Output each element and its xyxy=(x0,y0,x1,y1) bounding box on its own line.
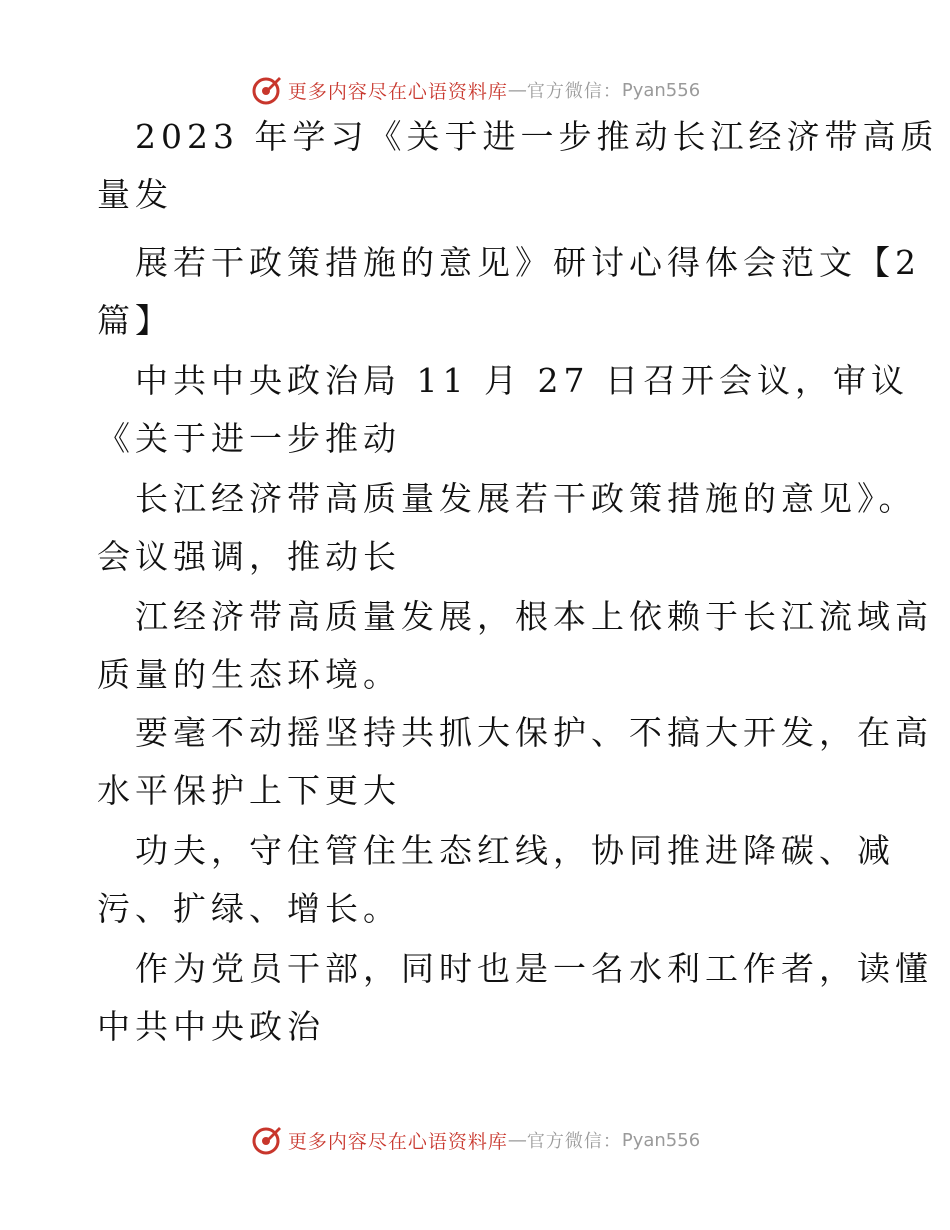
text-line: 污、扩绿、增长。 xyxy=(97,889,401,928)
banner-wechat-id: Pyan556 xyxy=(621,1129,701,1151)
banner-wechat-label: 官方微信： xyxy=(526,1131,622,1152)
text-line: 中共中央政治局 11 月 27 日召开会议，审议 xyxy=(135,361,909,400)
footer-banner xyxy=(0,1120,950,1160)
banner-brand-text: 更多内容尽在心语资料库 xyxy=(287,80,508,103)
banner-dash: — xyxy=(507,1129,527,1151)
banner-dash: — xyxy=(507,79,527,101)
banner-brand-text: 更多内容尽在心语资料库 xyxy=(287,1130,508,1153)
banner-wechat-id: Pyan556 xyxy=(621,79,701,101)
text-line: 江经济带高质量发展，根本上依赖于长江流域高 xyxy=(135,597,933,636)
text-line: 要毫不动摇坚持共抓大保护、不搞大开发，在高 xyxy=(135,713,933,752)
text-line: 篇】 xyxy=(97,301,173,340)
text-line: 会议强调，推动长 xyxy=(97,537,401,576)
text-line: 中共中央政治 xyxy=(97,1007,325,1046)
text-line: 2023 年学习《关于进一步推动长江经济带高质 xyxy=(135,117,939,156)
logo-icon xyxy=(250,1124,282,1156)
logo-icon xyxy=(250,74,282,106)
banner-wechat-label: 官方微信： xyxy=(526,81,622,102)
text-line: 长江经济带高质量发展若干政策措施的意见》。 xyxy=(135,479,917,518)
text-line: 功夫，守住管住生态红线，协同推进降碳、减 xyxy=(135,831,895,870)
text-line: 作为党员干部，同时也是一名水利工作者，读懂 xyxy=(135,949,933,988)
text-line: 展若干政策措施的意见》研讨心得体会范文【2 xyxy=(135,243,921,282)
text-line: 《关于进一步推动 xyxy=(97,419,401,458)
text-line: 水平保护上下更大 xyxy=(97,771,401,810)
header-banner xyxy=(0,70,950,110)
text-line: 量发 xyxy=(97,175,173,214)
text-line: 质量的生态环境。 xyxy=(97,655,401,694)
